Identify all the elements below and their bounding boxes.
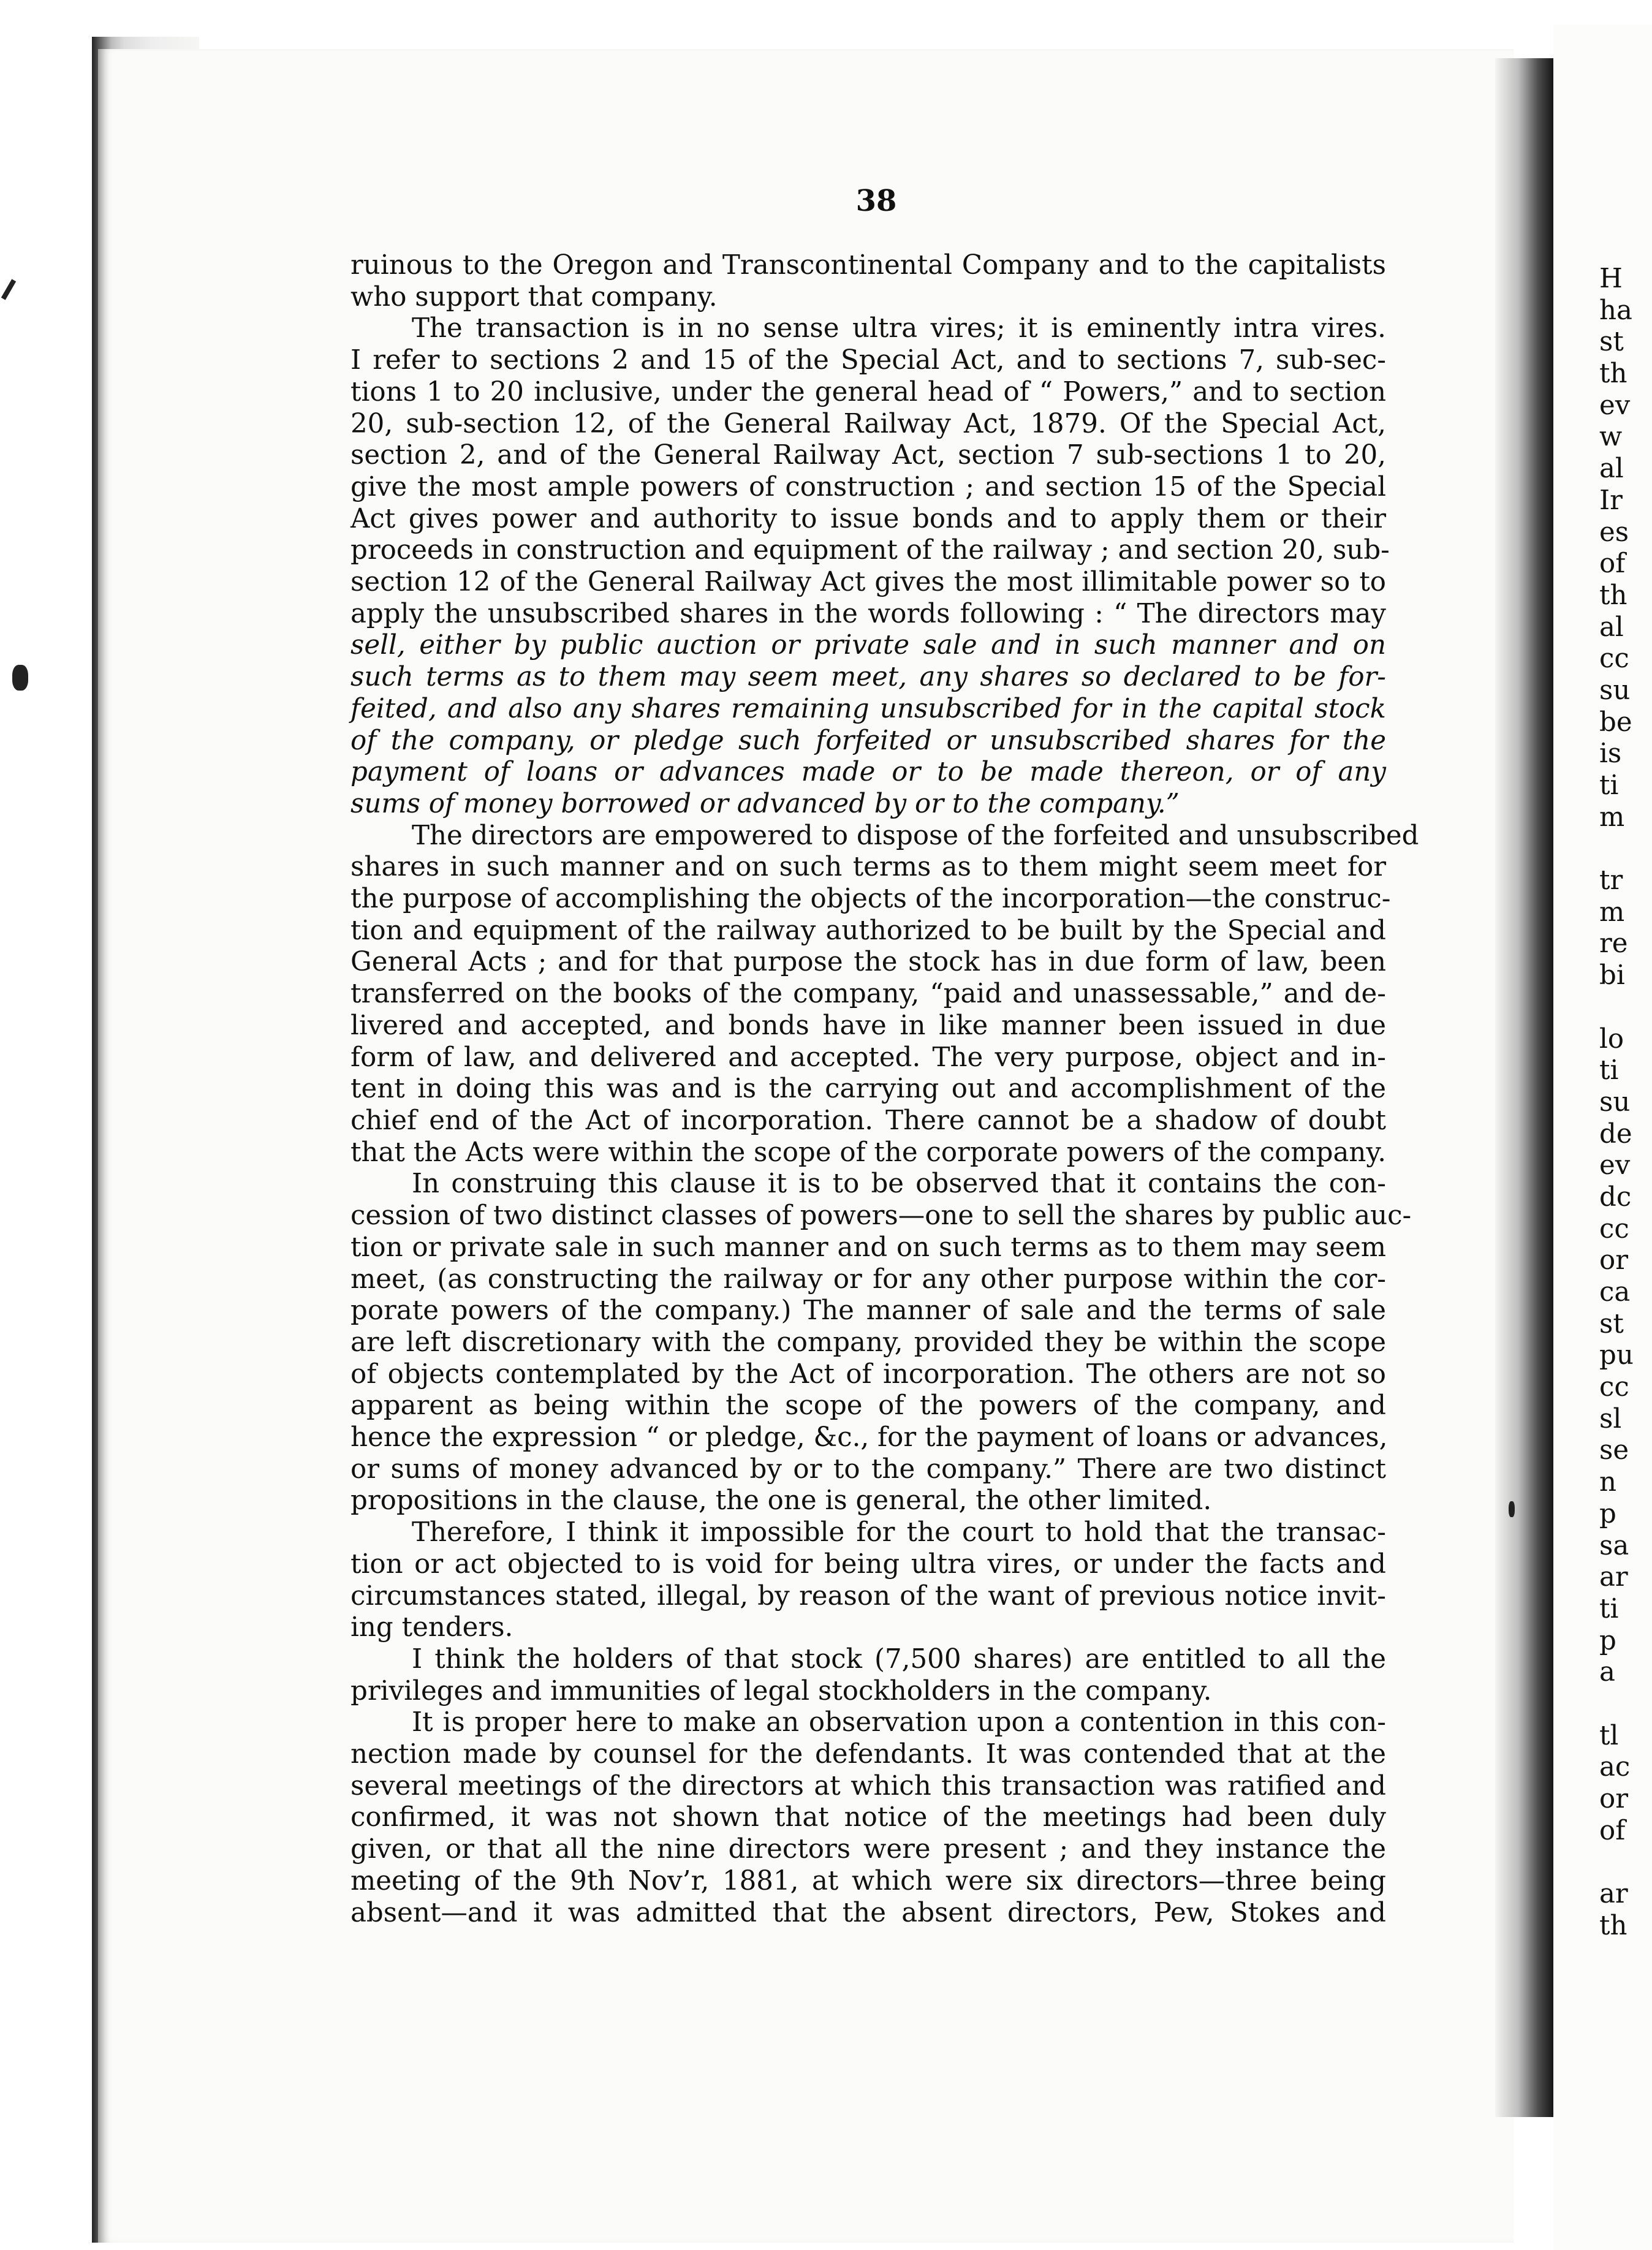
facing-page-fragment: lo <box>1599 1023 1624 1055</box>
facing-page-fragment: pu <box>1599 1340 1634 1371</box>
facing-page-fragment: cc <box>1599 1372 1629 1403</box>
text-line: cession of two distinct classes of powers—one to sell the shares by public auc- <box>350 1200 1412 1232</box>
paragraph <box>350 1644 1386 1707</box>
text-line: meet, (as constructing the railway or for any other purpose within the cor- <box>350 1263 1386 1295</box>
text-line: meeting of the 9th Nov’r, 1881, at which were six directors—three being <box>350 1865 1386 1896</box>
text-line: circumstances stated, illegal, by reason of the want of previous notice invit- <box>350 1580 1386 1612</box>
text-line: proceeds in construction and equipment of the railway ; and section 20, sub- <box>350 535 1390 566</box>
paragraph <box>350 1707 1386 1929</box>
text-line: that the Acts were within the scope of the corporate powers of the company. <box>350 1137 1387 1168</box>
text-line: The transaction is in no sense ultra vires; it is eminently intra vires. <box>412 313 1386 344</box>
facing-page-fragment: sa <box>1599 1530 1629 1561</box>
text-line: absent—and it was admitted that the absent directors, Pew, Stokes and <box>350 1897 1386 1928</box>
facing-page-fragment: al <box>1599 612 1624 643</box>
facing-page-fragment: H <box>1599 263 1623 294</box>
gutter-shadow <box>1495 58 1553 2117</box>
text-line: several meetings of the directors at which this transaction was ratified and <box>350 1770 1386 1801</box>
text-line: tion and equipment of the railway authorized to be built by the Special and <box>350 915 1386 946</box>
text-line: or sums of money advanced by or to the company.” There are two distinct <box>350 1453 1386 1485</box>
facing-page-fragment: se <box>1599 1435 1629 1466</box>
text-line: porate powers of the company.) The manner of sale and the terms of sale <box>350 1295 1386 1327</box>
quoted-line: of the company, or pledge such forfeited or unsubscribed shares for the <box>350 725 1386 756</box>
facing-page-fragment: th <box>1599 1910 1627 1941</box>
text-line: Therefore, I think it impossible for the court to hold that the transac- <box>412 1517 1386 1548</box>
facing-page-fragment <box>1599 1689 1634 1721</box>
text-line: form of law, and delivered and accepted. The very purpose, object and in- <box>350 1042 1386 1073</box>
facing-page-fragment: m <box>1599 896 1625 928</box>
text-line: section 12 of the General Railway Act gives the most illimitable power so to <box>350 567 1386 598</box>
text-line: ing tenders. <box>350 1612 513 1643</box>
text-line: give the most ample powers of construction ; and section 15 of the Special <box>350 471 1386 502</box>
text-line: tent in doing this was and is the carrying out and accomplishment of the <box>350 1074 1386 1105</box>
page-number: 38 <box>855 184 897 218</box>
text-line: privileges and immunities of legal stockholders in the company. <box>350 1675 1212 1706</box>
facing-page-fragment: ti <box>1599 770 1619 801</box>
facing-page-fragment: tl <box>1599 1720 1619 1751</box>
facing-page-fragment: ar <box>1599 1879 1628 1910</box>
facing-page-fragment: re <box>1599 928 1628 960</box>
text-line: tion or act objected to is void for being ultra vires, or under the facts and <box>350 1548 1386 1580</box>
paragraph <box>350 250 1386 313</box>
facing-page-fragment: th <box>1599 358 1627 390</box>
paragraph <box>350 1517 1386 1644</box>
facing-page-fragment: su <box>1599 675 1631 706</box>
text-line: hence the expression “ or pledge, &c., for the payment of loans or advances, <box>350 1422 1388 1453</box>
facing-page-fragment: st <box>1599 327 1624 358</box>
facing-page-fragment: ha <box>1599 295 1632 326</box>
text-line: General Acts ; and for that purpose the stock has in due form of law, been <box>350 947 1386 978</box>
facing-page-fragment: or <box>1599 1245 1628 1276</box>
facing-page-fragment: ca <box>1599 1277 1631 1308</box>
text-line: The directors are empowered to dispose of the forfeited and unsubscribed <box>412 820 1419 851</box>
text-line: of objects contemplated by the Act of incorporation. The others are not so <box>350 1358 1386 1390</box>
facing-page-fragment: ti <box>1599 1593 1619 1624</box>
text-line: Act gives power and authority to issue bonds and to apply them or their <box>350 503 1386 534</box>
facing-page-fragment: be <box>1599 706 1632 738</box>
facing-page-fragment: ar <box>1599 1562 1628 1593</box>
text-line: shares in such manner and on such terms as to them might seem meet for <box>350 852 1386 883</box>
text-line: are left discretionary with the company, provided they be within the scope <box>350 1327 1386 1358</box>
text-line: 20, sub-section 12, of the General Railway Act, 1879. Of the Special Act, <box>350 408 1386 439</box>
facing-page-fragment: ac <box>1599 1752 1631 1783</box>
quoted-line: feited, and also any shares remaining unsubscribed for in the capital stock <box>350 693 1386 724</box>
text-line: apply the unsubscribed shares in the words following : “ The directors may <box>350 598 1386 629</box>
quoted-line: sums of money borrowed or advanced by or to the company.” <box>350 788 1180 819</box>
facing-page-fragment: sl <box>1599 1403 1622 1434</box>
facing-page-fragment: su <box>1599 1086 1631 1118</box>
facing-page-fragment: p <box>1599 1625 1616 1656</box>
facing-page-fragment: ti <box>1599 1055 1619 1086</box>
facing-page-fragment: cc <box>1599 643 1629 675</box>
facing-page-fragment: is <box>1599 738 1622 770</box>
text-line: ruinous to the Oregon and Transcontinental Company and to the capitalists <box>350 250 1386 281</box>
text-line: confirmed, it was not shown that notice of the meetings had been duly <box>350 1802 1386 1833</box>
body-text <box>350 250 1419 1929</box>
text-line: given, or that all the nine directors were present ; and they instance the <box>350 1834 1386 1865</box>
text-line: section 2, and of the General Railway Act, section 7 sub-sections 1 to 20, <box>350 440 1386 471</box>
text-line: the purpose of accomplishing the objects of the incorporation—the construc- <box>350 884 1391 915</box>
text-line: I refer to sections 2 and 15 of the Special Act, and to sections 7, sub-sec- <box>350 345 1386 376</box>
text-line: transferred on the books of the company, “paid and unassessable,” and de- <box>350 979 1386 1010</box>
text-line: It is proper here to make an observation upon a contention in this con- <box>412 1707 1386 1738</box>
scan-speck <box>12 665 28 691</box>
facing-page-fragment <box>1599 1847 1634 1879</box>
facing-page-fragment: bi <box>1599 960 1625 991</box>
facing-page-fragment: w <box>1599 422 1623 453</box>
scan-speck <box>1509 1501 1515 1517</box>
facing-page-fragment: n <box>1599 1467 1617 1498</box>
text-line: livered and accepted, and bonds have in like manner been issued in due <box>350 1010 1386 1041</box>
facing-page-fragment <box>1599 992 1634 1024</box>
text-line: In construing this clause it is to be observed that it contains the con- <box>412 1169 1386 1200</box>
facing-page-fragment: of <box>1599 1815 1626 1846</box>
text-line: tions 1 to 20 inclusive, under the general head of “ Powers,” and to section <box>350 376 1386 407</box>
facing-page-fragment: dc <box>1599 1181 1632 1213</box>
facing-page-fragment: de <box>1599 1118 1632 1150</box>
text-line: apparent as being within the scope of the powers of the company, and <box>350 1390 1386 1422</box>
facing-page-fragment: tr <box>1599 865 1623 896</box>
quoted-line: such terms as to them may seem meet, any shares so declared to be for- <box>350 662 1386 693</box>
facing-page-fragment: ev <box>1599 1150 1631 1181</box>
paragraph <box>350 820 1419 1169</box>
scan-speck <box>1 279 16 300</box>
text-line: nection made by counsel for the defendants. It was contended that at the <box>350 1739 1386 1770</box>
facing-page-fragment: or <box>1599 1784 1628 1814</box>
facing-page-fragment: cc <box>1599 1213 1629 1244</box>
facing-page-fragment: m <box>1599 801 1625 833</box>
paragraph <box>350 1169 1412 1517</box>
facing-page-fragment: th <box>1599 580 1627 611</box>
facing-page-fragment: a <box>1599 1657 1615 1688</box>
text-line: chief end of the Act of incorporation. There cannot be a shadow of doubt <box>350 1105 1386 1136</box>
quoted-line: payment of loans or advances made or to be made thereon, or of any <box>350 757 1386 788</box>
facing-page-text-fragments <box>1599 263 1634 1942</box>
text-line: propositions in the clause, the one is general, the other limited. <box>350 1485 1212 1517</box>
text-line: I think the holders of that stock (7,500 shares) are entitled to all the <box>412 1643 1386 1675</box>
facing-page-fragment: al <box>1599 453 1624 485</box>
text-line: tion or private sale in such manner and on such terms as to them may seem <box>350 1232 1386 1263</box>
facing-page-fragment: Ir <box>1599 485 1623 516</box>
paragraph <box>350 313 1390 820</box>
text-line: who support that company. <box>350 281 718 312</box>
facing-page-fragment: ev <box>1599 390 1631 421</box>
facing-page-fragment: es <box>1599 517 1629 548</box>
facing-page-fragment: p <box>1599 1498 1616 1529</box>
quoted-line: sell, either by public auction or private sale and in such manner and on <box>350 630 1386 661</box>
facing-page-fragment: st <box>1599 1308 1624 1339</box>
facing-page-fragment <box>1599 833 1634 865</box>
facing-page-fragment: of <box>1599 548 1626 580</box>
